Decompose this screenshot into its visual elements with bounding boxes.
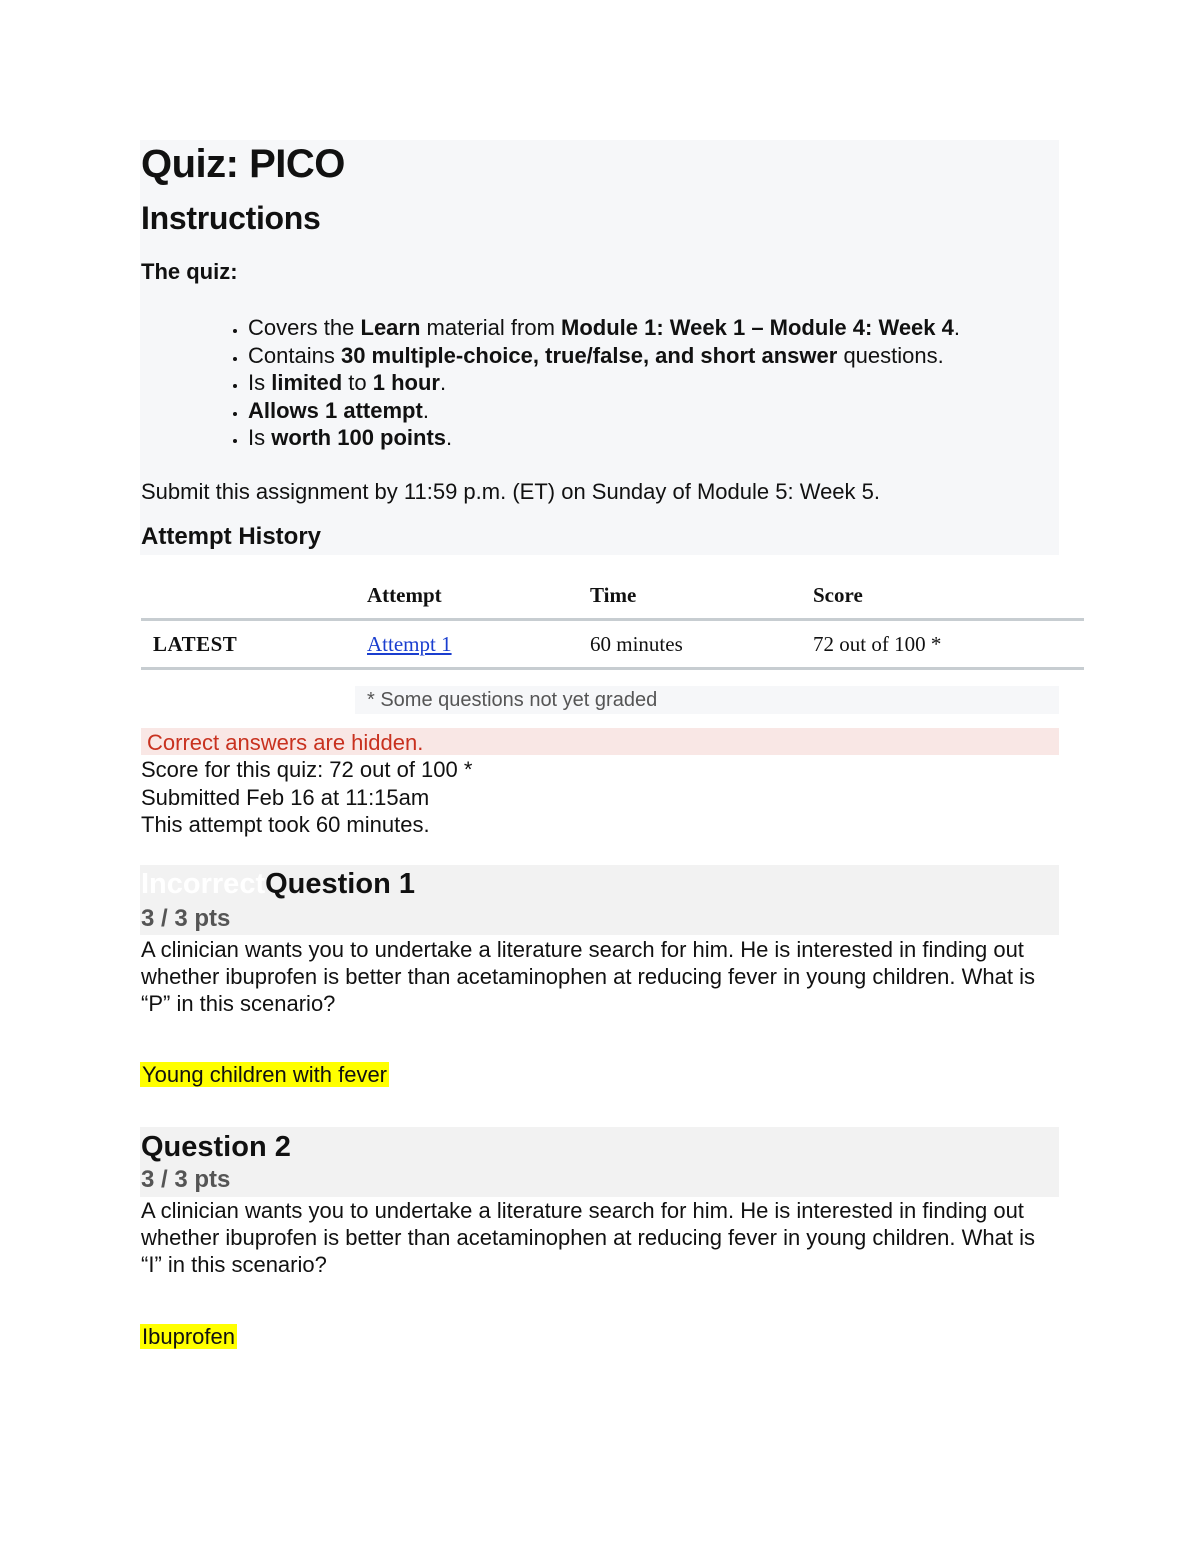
attempt-duration: This attempt took 60 minutes. (141, 812, 430, 837)
quiz-score: Score for this quiz: 72 out of 100 * (141, 757, 473, 782)
answer-row (140, 1323, 237, 1354)
column-header-score: Score (801, 572, 1084, 620)
text-bold: worth 100 points (271, 425, 447, 450)
latest-label: LATEST (141, 620, 355, 669)
text-bold: 30 multiple-choice, true/false, and short answer (340, 342, 838, 368)
answers-hidden-notice: Correct answers are hidden. (141, 728, 1059, 755)
text-bold: limited (271, 370, 343, 395)
text-bold: Learn (360, 315, 421, 340)
answer-highlight: Young children with fever (142, 1062, 388, 1087)
attempt-cell (355, 620, 578, 669)
text-bold: Module 1: Week 1 – Module 4: Week 4 (561, 315, 954, 340)
text-bold: Allows 1 attempt (248, 397, 423, 423)
list-item (248, 397, 960, 425)
grading-note: * Some questions not yet graded (355, 686, 1059, 714)
text: Contains (248, 342, 341, 368)
question-text: A clinician wants you to undertake a literature search for him. He is interested in finding out whether ibuprofen is better than acetaminophen at reducing fever in young children. What is “I” in this scenario? (141, 1198, 1035, 1277)
answer-row (140, 1061, 389, 1092)
column-header-time: Time (578, 572, 801, 620)
question-1-title-row (141, 866, 415, 907)
text: to (342, 370, 373, 395)
time-cell: 60 minutes (578, 620, 801, 669)
list-item (248, 424, 960, 452)
question-status: Incorrect (141, 868, 266, 900)
text: . (439, 370, 447, 395)
text: Is (248, 425, 272, 450)
page-title: Quiz: PICO (141, 142, 345, 186)
score-cell: 72 out of 100 * (801, 620, 1084, 669)
table-header-row (141, 572, 1084, 620)
quiz-label: The quiz: (141, 259, 238, 284)
table-row (141, 620, 1084, 669)
text: . (446, 425, 453, 450)
submitted-time: Submitted Feb 16 at 11:15am (141, 785, 430, 810)
text: Is (248, 370, 272, 395)
column-header (141, 572, 355, 620)
list-item (248, 369, 960, 397)
question-points: 3 / 3 pts (141, 1166, 231, 1193)
question-title: Question 2 (141, 1131, 291, 1163)
text: Covers the (248, 315, 361, 340)
question-points: 3 / 3 pts (141, 905, 231, 932)
submit-deadline: Submit this assignment by 11:59 p.m. (ET) on Sunday of Module 5: Week 5. (141, 479, 880, 504)
attempt-history-heading: Attempt History (141, 523, 322, 550)
text: material from (420, 315, 562, 340)
text-bold: 1 hour (372, 370, 440, 395)
quiz-info-list (212, 314, 960, 452)
question-title: Question 1 (265, 868, 415, 900)
list-item (248, 314, 960, 342)
instructions-heading: Instructions (141, 200, 321, 236)
column-header-attempt: Attempt (355, 572, 578, 620)
text: . (953, 315, 960, 340)
attempt-link[interactable]: Attempt 1 (367, 631, 452, 656)
text: questions. (837, 342, 944, 368)
list-item (248, 342, 960, 370)
text: . (422, 397, 429, 423)
attempt-history-table (141, 572, 1084, 670)
answer-highlight: Ibuprofen (142, 1324, 235, 1349)
question-text: A clinician wants you to undertake a literature search for him. He is interested in finding out whether ibuprofen is better than acetaminophen at reducing fever in young children. What is “P” in this scenario? (141, 937, 1035, 1016)
